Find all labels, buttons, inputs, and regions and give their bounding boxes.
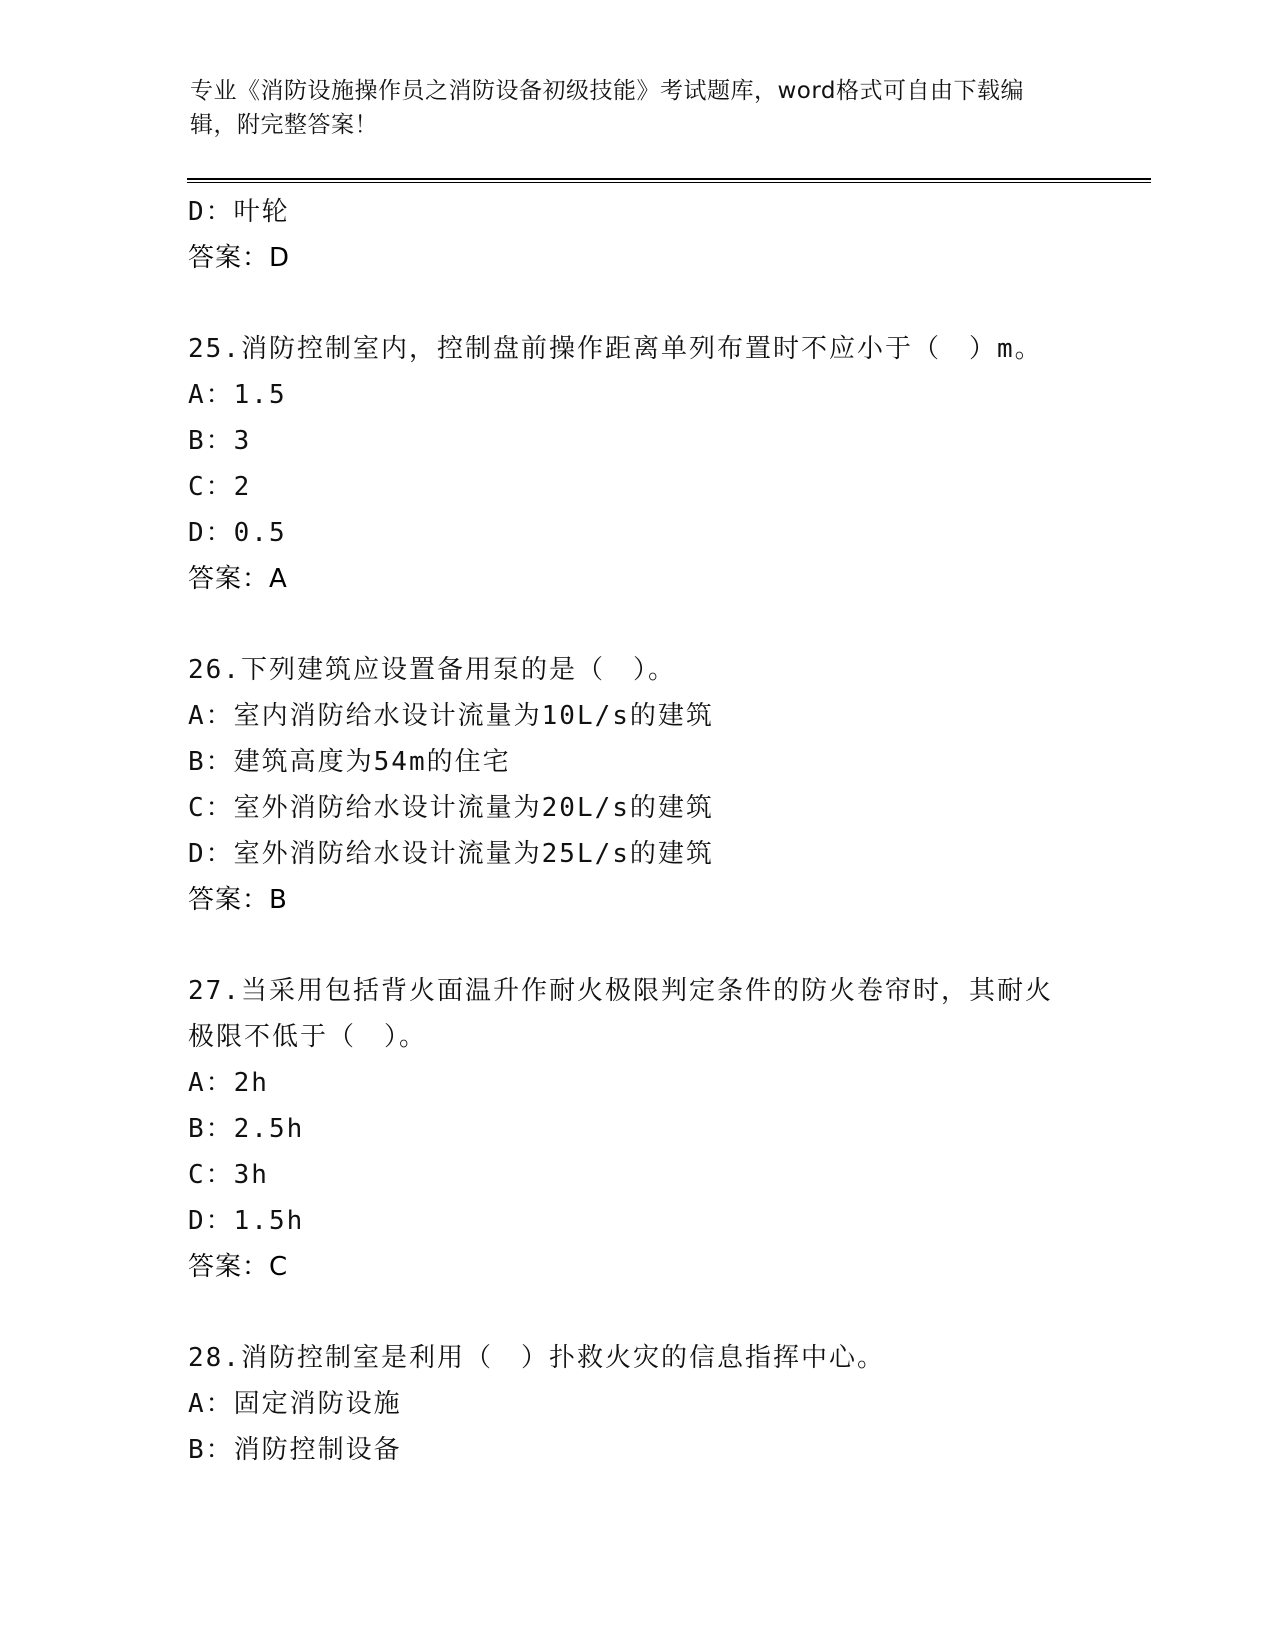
header-line-1: 专业《消防设施操作员之消防设备初级技能》考试题库，word格式可自由下载编 — [190, 78, 1025, 104]
option-a: A：2h — [188, 1068, 269, 1098]
option-b: B：消防控制设备 — [188, 1435, 402, 1465]
answer: 答案：C — [188, 1252, 289, 1282]
header-divider — [187, 178, 1151, 183]
option-b: B：2.5h — [188, 1114, 305, 1144]
option-c: C：2 — [188, 472, 252, 502]
option-d: D：0.5 — [188, 518, 287, 548]
answer: 答案：B — [188, 885, 288, 915]
question-stem-line-2: 极限不低于（ ）。 — [188, 1022, 428, 1052]
question-stem: 25.消防控制室内，控制盘前操作距离单列布置时不应小于（ ）m。 — [188, 334, 1043, 364]
answer: 答案：A — [188, 564, 288, 594]
option-b: B：建筑高度为54m的住宅 — [188, 747, 511, 777]
question-stem: 28.消防控制室是利用（ ）扑救火灾的信息指挥中心。 — [188, 1343, 885, 1373]
prev-option-d: D：叶轮 — [188, 197, 290, 227]
question-27 — [188, 968, 1088, 1290]
question-25 — [188, 326, 1088, 602]
page-header — [190, 74, 1070, 142]
spacer — [188, 281, 1088, 326]
question-26 — [188, 647, 1088, 923]
option-d: D：1.5h — [188, 1206, 305, 1236]
option-b: B：3 — [188, 426, 252, 456]
question-stem: 26.下列建筑应设置备用泵的是（ ）。 — [188, 655, 676, 685]
question-stem-line-1: 27.当采用包括背火面温升作耐火极限判定条件的防火卷帘时，其耐火 — [188, 976, 1053, 1006]
option-a: A：1.5 — [188, 380, 287, 410]
question-list — [188, 189, 1088, 1473]
spacer — [188, 602, 1088, 647]
option-c: C：室外消防给水设计流量为20L/s的建筑 — [188, 793, 714, 823]
spacer — [188, 1290, 1088, 1335]
header-line-2: 辑，附完整答案！ — [190, 112, 378, 138]
prev-answer: 答案：D — [188, 243, 291, 273]
option-d: D：室外消防给水设计流量为25L/s的建筑 — [188, 839, 714, 869]
option-a: A：室内消防给水设计流量为10L/s的建筑 — [188, 701, 714, 731]
question-28 — [188, 1335, 1088, 1473]
option-c: C：3h — [188, 1160, 269, 1190]
option-a: A：固定消防设施 — [188, 1389, 402, 1419]
spacer — [188, 923, 1088, 968]
